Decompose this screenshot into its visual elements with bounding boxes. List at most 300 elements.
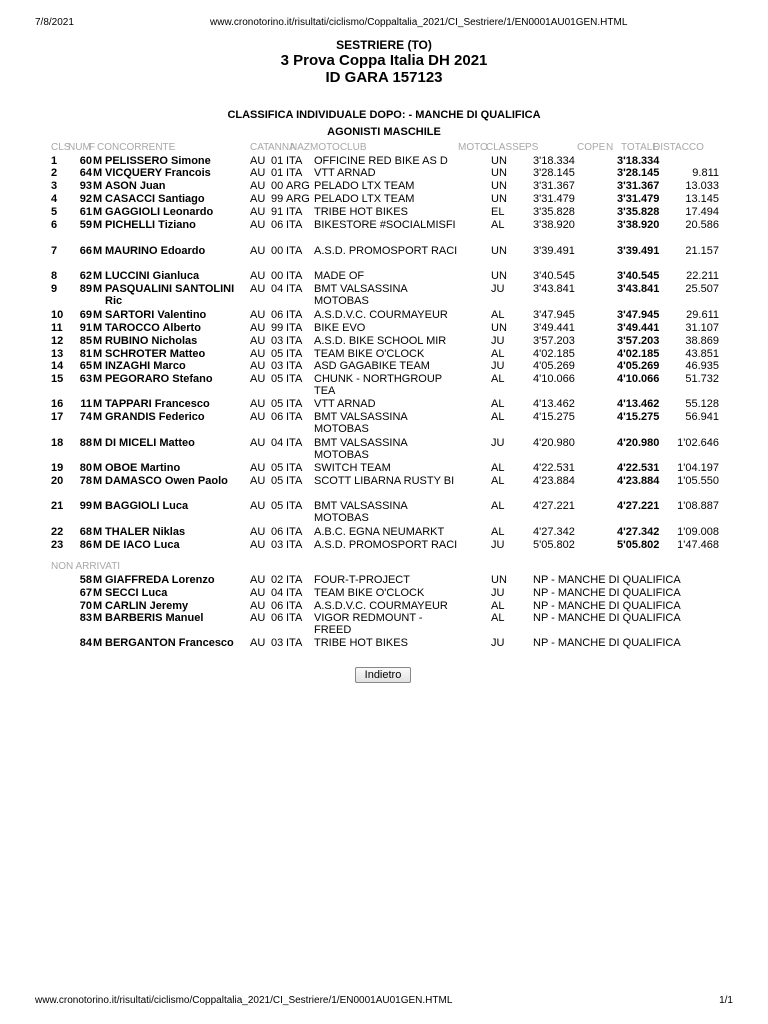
col-concorrente: CONCORRENTE — [97, 142, 176, 153]
row-anna: 03 — [271, 360, 284, 372]
row-f: M — [93, 526, 103, 538]
row-num: 63 — [79, 373, 92, 385]
dnf-team: TEAM BIKE O'CLOCK — [314, 587, 425, 599]
row-num: 69 — [79, 309, 92, 321]
row-cat: AU — [250, 475, 266, 487]
dnf-num: 58 — [79, 574, 92, 586]
row-distacco: 55.128 — [685, 398, 719, 410]
row-team: A.S.D.V.C. COURMAYEUR — [314, 309, 448, 321]
row-anna: 06 — [271, 219, 284, 231]
dnf-team: A.S.D.V.C. COURMAYEUR — [314, 600, 448, 612]
row-totale: 4'10.066 — [617, 373, 660, 385]
row-anna: 03 — [271, 539, 284, 551]
row-anna: 04 — [271, 283, 284, 295]
dnf-name: BARBERIS Manuel — [105, 612, 204, 624]
row-anna: 99 — [271, 193, 284, 205]
row-team: BIKESTORE #SOCIALMISFI — [314, 219, 456, 231]
row-ps: 4'10.066 — [533, 373, 575, 385]
row-totale: 4'13.462 — [617, 398, 660, 410]
row-classe: UN — [491, 322, 507, 334]
row-classe: AL — [491, 462, 505, 474]
row-team: BMT VALSASSINA MOTOBAS — [314, 283, 408, 307]
row-ps: 4'05.269 — [533, 360, 575, 372]
row-cls: 22 — [51, 526, 64, 538]
row-cat: AU — [250, 270, 266, 282]
print-date: 7/8/2021 — [35, 17, 74, 28]
col-moto: MOTO — [458, 142, 488, 153]
row-f: M — [93, 167, 103, 179]
dnf-status: NP - MANCHE DI QUALIFICA — [533, 600, 681, 612]
row-classe: UN — [491, 180, 507, 192]
dnf-num: 84 — [79, 637, 92, 649]
row-distacco: 1'05.550 — [677, 475, 719, 487]
row-anna: 05 — [271, 462, 284, 474]
row-distacco: 56.941 — [685, 411, 719, 423]
row-team: CHUNK - NORTHGROUP TEA — [314, 373, 442, 397]
col-motoclub: MOTOCLUB — [310, 142, 367, 153]
row-name: RUBINO Nicholas — [105, 335, 198, 347]
row-team: BMT VALSASSINA MOTOBAS — [314, 500, 408, 524]
row-cls: 10 — [51, 309, 64, 321]
row-name: SARTORI Valentino — [105, 309, 207, 321]
dnf-f: M — [93, 600, 103, 612]
row-naz: ITA — [286, 437, 303, 449]
row-f: M — [93, 245, 103, 257]
row-anna: 99 — [271, 322, 284, 334]
row-f: M — [93, 283, 103, 295]
dnf-classe: JU — [491, 587, 505, 599]
print-url: www.cronotorino.it/risultati/ciclismo/Coppaltalia_2021/CI_Sestriere/1/EN0001AU01GEN.HTML — [210, 17, 628, 28]
row-cls: 21 — [51, 500, 64, 512]
row-num: 99 — [79, 500, 92, 512]
row-classe: JU — [491, 283, 505, 295]
row-anna: 00 — [271, 245, 284, 257]
row-name: PICHELLI Tiziano — [105, 219, 196, 231]
row-ps: 4'13.462 — [533, 398, 575, 410]
row-cat: AU — [250, 398, 266, 410]
row-cat: AU — [250, 180, 266, 192]
row-cat: AU — [250, 193, 266, 205]
dnf-cat: AU — [250, 574, 266, 586]
row-num: 66 — [79, 245, 92, 257]
row-cls: 3 — [51, 180, 58, 192]
row-anna: 00 — [271, 270, 284, 282]
row-team: BIKE EVO — [314, 322, 366, 334]
row-totale: 3'31.367 — [617, 180, 660, 192]
row-name: PASQUALINI SANTOLINI Ric — [105, 283, 235, 307]
row-distacco: 17.494 — [685, 206, 719, 218]
row-distacco: 38.869 — [685, 335, 719, 347]
row-team: TRIBE HOT BIKES — [314, 206, 408, 218]
row-cat: AU — [250, 348, 266, 360]
row-team: ASD GAGABIKE TEAM — [314, 360, 430, 372]
row-naz: ITA — [286, 462, 303, 474]
row-cls: 5 — [51, 206, 58, 218]
row-totale: 4'15.275 — [617, 411, 660, 423]
row-anna: 01 — [271, 155, 284, 167]
row-name: TAPPARI Francesco — [105, 398, 210, 410]
row-f: M — [93, 270, 103, 282]
row-totale: 4'23.884 — [617, 475, 660, 487]
row-name: ASON Juan — [105, 180, 166, 192]
row-naz: ITA — [286, 373, 303, 385]
row-team: A.S.D. BIKE SCHOOL MIR — [314, 335, 447, 347]
row-totale: 3'57.203 — [617, 335, 660, 347]
row-num: 88 — [79, 437, 92, 449]
row-totale: 3'49.441 — [617, 322, 660, 334]
row-totale: 4'27.221 — [617, 500, 660, 512]
row-distacco: 25.507 — [685, 283, 719, 295]
row-name: CASACCI Santiago — [105, 193, 205, 205]
dnf-cat: AU — [250, 600, 266, 612]
row-name: PEGORARO Stefano — [105, 373, 213, 385]
col-cat: CAT — [250, 142, 270, 153]
footer-url: www.cronotorino.it/risultati/ciclismo/Coppaltalia_2021/CI_Sestriere/1/EN0001AU01GEN.HTML — [35, 995, 453, 1006]
row-cls: 6 — [51, 219, 58, 231]
row-cls: 18 — [51, 437, 64, 449]
row-classe: UN — [491, 245, 507, 257]
row-classe: UN — [491, 155, 507, 167]
row-num: 65 — [79, 360, 92, 372]
row-anna: 04 — [271, 437, 284, 449]
row-cls: 16 — [51, 398, 64, 410]
row-totale: 3'35.828 — [617, 206, 660, 218]
row-ps: 3'18.334 — [533, 155, 575, 167]
row-ps: 3'57.203 — [533, 335, 575, 347]
row-naz: ARG — [286, 193, 310, 205]
row-num: 92 — [79, 193, 92, 205]
row-distacco: 1'09.008 — [677, 526, 719, 538]
row-cat: AU — [250, 462, 266, 474]
row-num: 80 — [79, 462, 92, 474]
row-cls: 15 — [51, 373, 64, 385]
dnf-name: CARLIN Jeremy — [105, 600, 189, 612]
row-name: PELISSERO Simone — [105, 155, 211, 167]
row-ps: 3'47.945 — [533, 309, 575, 321]
row-num: 68 — [79, 526, 92, 538]
row-classe: UN — [491, 167, 507, 179]
row-f: M — [93, 475, 103, 487]
row-f: M — [93, 180, 103, 192]
row-naz: ITA — [286, 526, 303, 538]
dnf-f: M — [93, 637, 103, 649]
row-ps: 5'05.802 — [533, 539, 575, 551]
row-naz: ITA — [286, 475, 303, 487]
row-ps: 4'23.884 — [533, 475, 575, 487]
row-classe: AL — [491, 309, 505, 321]
col-naz: NAZ — [290, 142, 310, 153]
row-ps: 4'20.980 — [533, 437, 575, 449]
col-cope: COPE — [577, 142, 606, 153]
row-cat: AU — [250, 437, 266, 449]
dnf-team: FOUR-T-PROJECT — [314, 574, 410, 586]
row-num: 61 — [79, 206, 92, 218]
row-ps: 4'02.185 — [533, 348, 575, 360]
row-team: A.S.D. PROMOSPORT RACI — [314, 539, 458, 551]
row-cat: AU — [250, 245, 266, 257]
dnf-classe: AL — [491, 612, 505, 624]
row-num: 60 — [79, 155, 92, 167]
row-num: 78 — [79, 475, 92, 487]
dnf-naz: ITA — [286, 587, 303, 599]
row-f: M — [93, 437, 103, 449]
row-name: TAROCCO Alberto — [105, 322, 201, 334]
row-cat: AU — [250, 219, 266, 231]
row-naz: ITA — [286, 155, 303, 167]
row-naz: ITA — [286, 411, 303, 423]
col-anna: ANNA — [268, 142, 296, 153]
row-cat: AU — [250, 360, 266, 372]
row-num: 81 — [79, 348, 92, 360]
row-distacco: 43.851 — [685, 348, 719, 360]
row-num: 91 — [79, 322, 92, 334]
dnf-classe: UN — [491, 574, 507, 586]
row-ps: 3'35.828 — [533, 206, 575, 218]
dnf-name: BERGANTON Francesco — [105, 637, 234, 649]
row-anna: 00 — [271, 180, 284, 192]
row-distacco: 1'08.887 — [677, 500, 719, 512]
row-totale: 3'38.920 — [617, 219, 660, 231]
row-cat: AU — [250, 309, 266, 321]
row-anna: 06 — [271, 309, 284, 321]
col-distacco: DISTACCO — [653, 142, 704, 153]
row-distacco: 13.033 — [685, 180, 719, 192]
row-ps: 4'27.342 — [533, 526, 575, 538]
row-ps: 4'15.275 — [533, 411, 575, 423]
row-team: VTT ARNAD — [314, 167, 376, 179]
row-naz: ITA — [286, 270, 303, 282]
dnf-naz: ITA — [286, 612, 303, 624]
row-distacco: 29.611 — [686, 309, 719, 321]
row-anna: 06 — [271, 411, 284, 423]
dnf-num: 70 — [79, 600, 92, 612]
row-team: BMT VALSASSINA MOTOBAS — [314, 437, 408, 461]
dnf-f: M — [93, 587, 103, 599]
dnf-status: NP - MANCHE DI QUALIFICA — [533, 612, 681, 624]
row-cls: 23 — [51, 539, 64, 551]
row-totale: 4'27.342 — [617, 526, 660, 538]
row-name: DE IACO Luca — [105, 539, 180, 551]
row-naz: ITA — [286, 539, 303, 551]
page-number: 1/1 — [719, 995, 733, 1006]
row-totale: 3'31.479 — [617, 193, 660, 205]
row-cat: AU — [250, 167, 266, 179]
row-f: M — [93, 309, 103, 321]
col-f: F — [89, 142, 96, 153]
row-distacco: 51.732 — [685, 373, 719, 385]
row-num: 64 — [79, 167, 92, 179]
row-classe: AL — [491, 526, 505, 538]
row-distacco: 1'02.646 — [677, 437, 719, 449]
row-classe: AL — [491, 373, 505, 385]
row-team: MADE OF — [314, 270, 365, 282]
row-naz: ITA — [286, 398, 303, 410]
col-n: N — [606, 142, 614, 153]
row-classe: JU — [491, 360, 505, 372]
row-distacco: 9.811 — [692, 167, 719, 179]
row-naz: ITA — [286, 206, 303, 218]
row-cls: 19 — [51, 462, 64, 474]
row-cat: AU — [250, 206, 266, 218]
classification-title: CLASSIFICA INDIVIDUALE DOPO: - MANCHE DI QUALIFICA — [227, 109, 541, 121]
row-cls: 7 — [51, 245, 58, 257]
row-totale: 3'39.491 — [617, 245, 660, 257]
event-city: SESTRIERE (TO) — [336, 38, 432, 52]
dnf-status: NP - MANCHE DI QUALIFICA — [533, 574, 681, 586]
row-naz: ITA — [286, 322, 303, 334]
row-classe: UN — [491, 193, 507, 205]
row-team: TEAM BIKE O'CLOCK — [314, 348, 425, 360]
row-name: BAGGIOLI Luca — [105, 500, 189, 512]
row-cat: AU — [250, 335, 266, 347]
row-team: PELADO LTX TEAM — [314, 193, 415, 205]
row-naz: ITA — [286, 219, 303, 231]
row-anna: 05 — [271, 373, 284, 385]
row-cat: AU — [250, 283, 266, 295]
row-totale: 4'05.269 — [617, 360, 660, 372]
row-num: 74 — [79, 411, 92, 423]
row-f: M — [93, 155, 103, 167]
row-f: M — [93, 411, 103, 423]
row-num: 85 — [79, 335, 92, 347]
row-num: 93 — [79, 180, 92, 192]
row-team: OFFICINE RED BIKE AS D — [314, 155, 448, 167]
row-cat: AU — [250, 539, 266, 551]
dnf-classe: AL — [491, 600, 505, 612]
dnf-naz: ITA — [286, 637, 303, 649]
dnf-naz: ITA — [286, 600, 303, 612]
row-cls: 12 — [51, 335, 64, 347]
row-f: M — [93, 193, 103, 205]
row-naz: ITA — [286, 500, 303, 512]
dnf-name: GIAFFREDA Lorenzo — [105, 574, 215, 586]
row-team: VTT ARNAD — [314, 398, 376, 410]
row-classe: JU — [491, 539, 505, 551]
row-classe: AL — [491, 411, 505, 423]
row-classe: JU — [491, 335, 505, 347]
row-name: OBOE Martino — [105, 462, 181, 474]
row-anna: 01 — [271, 167, 284, 179]
row-totale: 3'47.945 — [617, 309, 660, 321]
row-cls: 11 — [51, 322, 63, 334]
row-name: MAURINO Edoardo — [105, 245, 206, 257]
row-cat: AU — [250, 411, 266, 423]
row-naz: ITA — [286, 167, 303, 179]
row-f: M — [93, 348, 103, 360]
dnf-f: M — [93, 574, 103, 586]
dnf-name: SECCI Luca — [105, 587, 168, 599]
event-title: 3 Prova Coppa Italia DH 2021 — [280, 52, 488, 69]
row-anna: 03 — [271, 335, 284, 347]
row-totale: 5'05.802 — [617, 539, 660, 551]
row-cls: 8 — [51, 270, 58, 282]
dnf-num: 83 — [79, 612, 92, 624]
row-ps: 3'28.145 — [533, 167, 575, 179]
row-name: INZAGHI Marco — [105, 360, 186, 372]
row-totale: 3'18.334 — [617, 155, 660, 167]
row-classe: AL — [491, 475, 505, 487]
row-name: SCHROTER Matteo — [105, 348, 206, 360]
col-num: NUM — [68, 142, 91, 153]
row-classe: AL — [491, 500, 505, 512]
row-naz: ITA — [286, 309, 303, 321]
row-classe: AL — [491, 219, 505, 231]
row-cls: 20 — [51, 475, 64, 487]
row-name: DAMASCO Owen Paolo — [105, 475, 228, 487]
row-num: 11 — [80, 398, 92, 410]
row-ps: 3'31.479 — [533, 193, 575, 205]
dnf-num: 67 — [79, 587, 92, 599]
row-naz: ITA — [286, 348, 303, 360]
row-totale: 3'43.841 — [617, 283, 660, 295]
dnf-status: NP - MANCHE DI QUALIFICA — [533, 637, 681, 649]
back-button[interactable]: Indietro — [355, 667, 411, 683]
row-ps: 3'49.441 — [533, 322, 575, 334]
row-anna: 05 — [271, 348, 284, 360]
row-anna: 05 — [271, 475, 284, 487]
row-ps: 3'43.841 — [533, 283, 575, 295]
row-name: THALER Niklas — [105, 526, 186, 538]
row-totale: 3'28.145 — [617, 167, 660, 179]
row-cls: 2 — [51, 167, 58, 179]
row-cat: AU — [250, 155, 266, 167]
row-anna: 05 — [271, 500, 284, 512]
row-name: DI MICELI Matteo — [105, 437, 195, 449]
row-ps: 4'22.531 — [533, 462, 575, 474]
row-f: M — [93, 322, 103, 334]
row-f: M — [93, 462, 103, 474]
row-cls: 1 — [51, 155, 58, 167]
row-team: A.B.C. EGNA NEUMARKT — [314, 526, 445, 538]
row-distacco: 20.586 — [685, 219, 719, 231]
row-distacco: 22.211 — [686, 270, 719, 282]
row-cat: AU — [250, 526, 266, 538]
row-name: GRANDIS Federico — [105, 411, 205, 423]
row-cls: 14 — [51, 360, 64, 372]
row-f: M — [93, 373, 103, 385]
dnf-anna: 03 — [271, 637, 284, 649]
col-cls: CLS — [51, 142, 71, 153]
dnf-anna: 06 — [271, 612, 284, 624]
row-f: M — [93, 398, 103, 410]
row-totale: 3'40.545 — [617, 270, 660, 282]
row-anna: 06 — [271, 526, 284, 538]
row-anna: 91 — [271, 206, 284, 218]
dnf-anna: 04 — [271, 587, 284, 599]
row-num: 89 — [79, 283, 92, 295]
row-cat: AU — [250, 373, 266, 385]
category-title: AGONISTI MASCHILE — [327, 126, 441, 138]
race-id: ID GARA 157123 — [325, 69, 443, 86]
row-distacco: 1'04.197 — [677, 462, 719, 474]
non-arrivati-label: NON ARRIVATI — [51, 561, 121, 572]
row-team: A.S.D. PROMOSPORT RACI — [314, 245, 458, 257]
row-cls: 4 — [51, 193, 58, 205]
row-classe: EL — [491, 206, 505, 218]
row-ps: 4'27.221 — [533, 500, 575, 512]
row-naz: ITA — [286, 335, 303, 347]
row-cls: 17 — [51, 411, 64, 423]
dnf-classe: JU — [491, 637, 505, 649]
row-classe: AL — [491, 348, 505, 360]
row-cat: AU — [250, 500, 266, 512]
dnf-cat: AU — [250, 612, 266, 624]
dnf-cat: AU — [250, 637, 266, 649]
dnf-cat: AU — [250, 587, 266, 599]
col-totale: TOTALE — [621, 142, 659, 153]
row-name: GAGGIOLI Leonardo — [105, 206, 214, 218]
row-distacco: 31.107 — [685, 322, 719, 334]
